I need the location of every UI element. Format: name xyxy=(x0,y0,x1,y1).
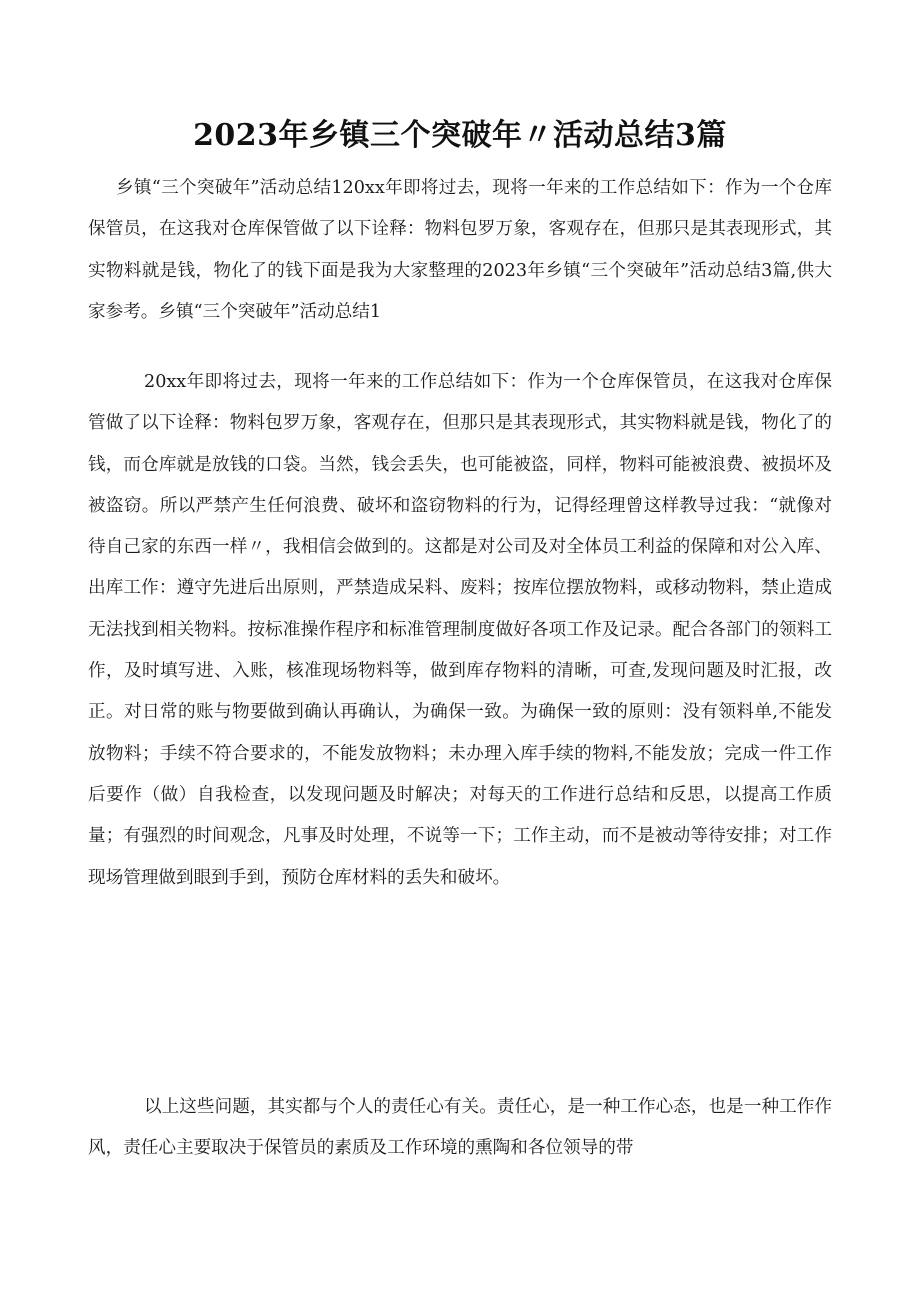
paragraph-summary-1: 20xx年即将过去，现将一年来的工作总结如下：作为一个仓库保管员，在这我对仓库保管做了以下诠释：物料包罗万象，客观存在，但那只是其表现形式，其实物料就是钱，物化了的钱，而仓库就是放钱的口袋。当然，钱会丢失，也可能被盗，同样，物料可能被浪费、被损坏及被盗窃。所以严禁产生任何浪费、破坏和盗窃物料的行为，记得经理曾这样教导过我：“就像对待自己家的东西一样〃，我相信会做到的。这都是对公司及对全体员工利益的保障和对公入库、出库工作：遵守先进后出原则，严禁造成呆料、废料；按库位摆放物料，或移动物料，禁止造成无法找到相关物料。按标准操作程序和标准管理制度做好各项工作及记录。配合各部门的领料工作，及时填写进、入账，核准现场物料等，做到库存物料的清晰，可查,发现问题及时汇报，改正。对日常的账与物要做到确认再确认，为确保一致。为确保一致的原则：没有领料单,不能发放物料；手续不符合要求的，不能发放物料；未办理入库手续的物料,不能发放；完成一件工作后要作（做）自我检查，以发现问题及时解决；对每天的工作进行总结和反思，以提高工作质量；有强烈的时间观念，凡事及时处理，不说等一下；工作主动，而不是被动等待安排；对工作现场管理做到眼到手到，预防仓库材料的丢失和破坏。 xyxy=(88,372,832,888)
document-title: 2023年乡镇三个突破年〃活动总结3篇 xyxy=(193,118,727,153)
paragraph-intro: 乡镇“三个突破年”活动总结120xx年即将过去，现将一年来的工作总结如下：作为一个仓库保管员，在这我对仓库保管做了以下诠释：物料包罗万象，客观存在，但那只是其表现形式，其实物料就是钱，物化了的钱下面是我为大家整理的2023年乡镇“三个突破年”活动总结3篇,供大家参考。乡镇“三个突破年”活动总结1 xyxy=(88,178,832,322)
paragraph-responsibility: 以上这些问题，其实都与个人的责任心有关。责任心，是一种工作心态，也是一种工作作风，责任心主要取决于保管员的素质及工作环境的熏陶和各位领导的带 xyxy=(88,1097,832,1159)
